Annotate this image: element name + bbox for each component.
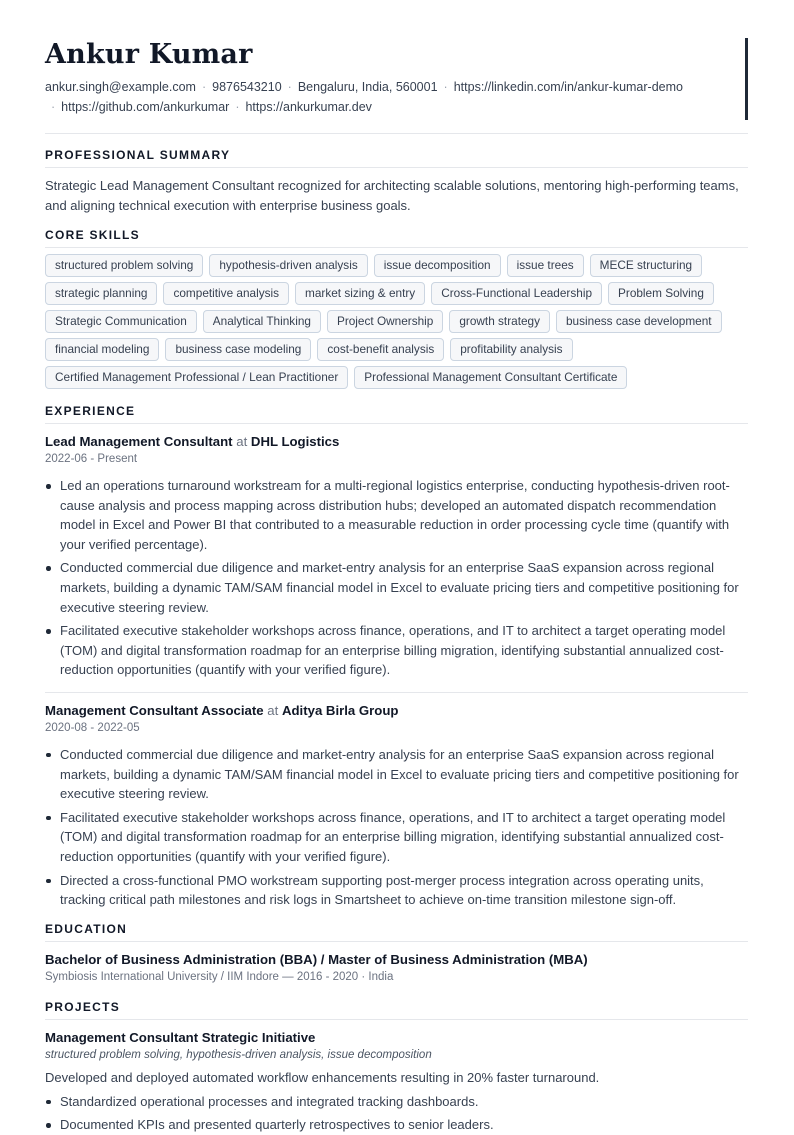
candidate-name: Ankur Kumar: [45, 39, 253, 70]
skill-chip: Project Ownership: [327, 310, 443, 333]
contact-separator: ·: [235, 100, 240, 114]
education-heading: EDUCATION: [45, 922, 748, 942]
header-divider: [45, 133, 748, 134]
skill-chip: Strategic Communication: [45, 310, 197, 333]
project-name: Management Consultant Strategic Initiative: [45, 1029, 316, 1045]
skill-chip: Certified Management Professional / Lean Practitioner: [45, 366, 348, 389]
contact-separator: ·: [443, 80, 448, 94]
education-section: [45, 922, 748, 985]
skill-chip: business case modeling: [165, 338, 311, 361]
skill-chip: issue decomposition: [374, 254, 501, 277]
job-bullet: Facilitated executive stakeholder workshops across finance, operations, and IT to architect a target operating model (TOM) and digital transformation roadmap for an enterprise billing migration, identifying substantial annualized cost-reduction opportunities (quantify with your verified figure).: [60, 621, 748, 680]
skill-chip: issue trees: [507, 254, 584, 277]
summary-text: Strategic Lead Management Consultant recognized for architecting scalable solutions, mentoring high-performing teams, and aligning technical execution with enterprise business goals.: [45, 178, 739, 213]
contact-email[interactable]: ankur.singh@example.com: [45, 80, 196, 94]
job-company: Aditya Birla Group: [281, 702, 399, 718]
skill-chip: cost-benefit analysis: [317, 338, 444, 361]
contact-location: Bengaluru, India, 560001: [297, 80, 438, 94]
skill-chip: market sizing & entry: [295, 282, 425, 305]
education-degree: Bachelor of Business Administration (BBA) / Master of Business Administration (MBA): [45, 951, 588, 967]
contact-website[interactable]: https://ankurkumar.dev: [245, 100, 372, 114]
job-bullet: Directed a cross-functional PMO workstream supporting post-merger process integration across operating units, tracking critical path milestones and risk logs in Smartsheet to achieve on-time transition milestone sign-off.: [60, 871, 748, 910]
job-company: DHL Logistics: [250, 434, 340, 449]
summary-section: [45, 148, 748, 216]
header-accent-bar: [745, 38, 748, 120]
contact-separator: ·: [287, 80, 292, 94]
skill-chip: Analytical Thinking: [203, 310, 321, 333]
skill-chip: profitability analysis: [450, 338, 572, 361]
project-bullet: Standardized operational processes and integrated tracking dashboards.: [60, 1092, 748, 1112]
job-entry: [45, 702, 748, 910]
contact-separator: ·: [51, 100, 56, 114]
job-dates: 2022-06 - Present: [45, 453, 138, 465]
job-role: Lead Management Consultant: [45, 434, 233, 449]
skill-chip: growth strategy: [449, 310, 550, 333]
job-header: [45, 433, 748, 451]
skill-chip: competitive analysis: [163, 282, 289, 305]
job-bullet: Facilitated executive stakeholder workshops across finance, operations, and IT to architect a target operating model (TOM) and digital transformation roadmap for an enterprise billing migration, identifying substantial annualized cost-reduction opportunities (quantify with your verified figure).: [60, 808, 748, 867]
experience-heading: EXPERIENCE: [45, 404, 748, 424]
contact-separator: ·: [201, 80, 207, 94]
experience-section: [45, 404, 748, 910]
job-role: Management Consultant Associate: [45, 702, 264, 718]
summary-heading: PROFESSIONAL SUMMARY: [45, 148, 748, 168]
skill-chip: MECE structuring: [590, 254, 702, 277]
project-bullets: [45, 1092, 748, 1135]
job-bullets: [45, 476, 748, 680]
job-at: at: [236, 434, 248, 449]
job-header: [45, 702, 748, 720]
education-meta: Symbiosis International University / IIM Indore — 2016 - 2020 · India: [45, 970, 394, 983]
skill-chip: financial modeling: [45, 338, 159, 361]
project-description: Developed and deployed automated workflow enhancements resulting in 20% faster turnaround.: [45, 1069, 600, 1085]
skill-chip: business case development: [556, 310, 722, 333]
contact-github[interactable]: https://github.com/ankurkumar: [61, 100, 230, 114]
job-bullet: Conducted commercial due diligence and market-entry analysis for an enterprise SaaS expansion across regional markets, building a dynamic TAM/SAM financial model in Excel to evaluate pricing tiers and competitive positioning for executive steering review.: [60, 558, 748, 617]
contact-phone[interactable]: 9876543210: [212, 80, 282, 94]
skills-section: [45, 228, 748, 394]
skill-chip: Professional Management Consultant Certificate: [354, 366, 627, 389]
job-bullet: Conducted commercial due diligence and market-entry analysis for an enterprise SaaS expansion across regional markets, building a dynamic TAM/SAM financial model in Excel to evaluate pricing tiers and competitive positioning for executive steering review.: [60, 745, 748, 804]
contact-linkedin[interactable]: https://linkedin.com/in/ankur-kumar-demo: [453, 80, 683, 94]
job-dates: 2020-08 - 2022-05: [45, 721, 140, 734]
job-bullets: [45, 745, 748, 910]
skills-heading: CORE SKILLS: [45, 228, 748, 248]
projects-section: [45, 1000, 748, 1135]
job-bullet: Led an operations turnaround workstream for a multi-regional logistics enterprise, conducting hypothesis-driven root-cause analysis and process mapping across distribution hubs; developed an automated dispatch recommendation model in Excel and Power BI that contributed to a measurable reduction in order processing cycle time (quantify with your verified percentage).: [60, 476, 748, 554]
project-tags: structured problem solving, hypothesis-driven analysis, issue decomposition: [45, 1048, 432, 1061]
projects-heading: PROJECTS: [45, 1000, 748, 1020]
skill-chip: Problem Solving: [608, 282, 714, 305]
skill-chip: Cross-Functional Leadership: [431, 282, 602, 305]
skills-list: [45, 254, 745, 394]
job-entry: [45, 433, 748, 693]
contact-info: [45, 77, 725, 117]
project-bullet: Documented KPIs and presented quarterly retrospectives to senior leaders.: [60, 1115, 748, 1135]
skill-chip: structured problem solving: [45, 254, 203, 277]
skill-chip: hypothesis-driven analysis: [209, 254, 367, 277]
job-at: at: [267, 702, 279, 718]
skill-chip: strategic planning: [45, 282, 157, 305]
